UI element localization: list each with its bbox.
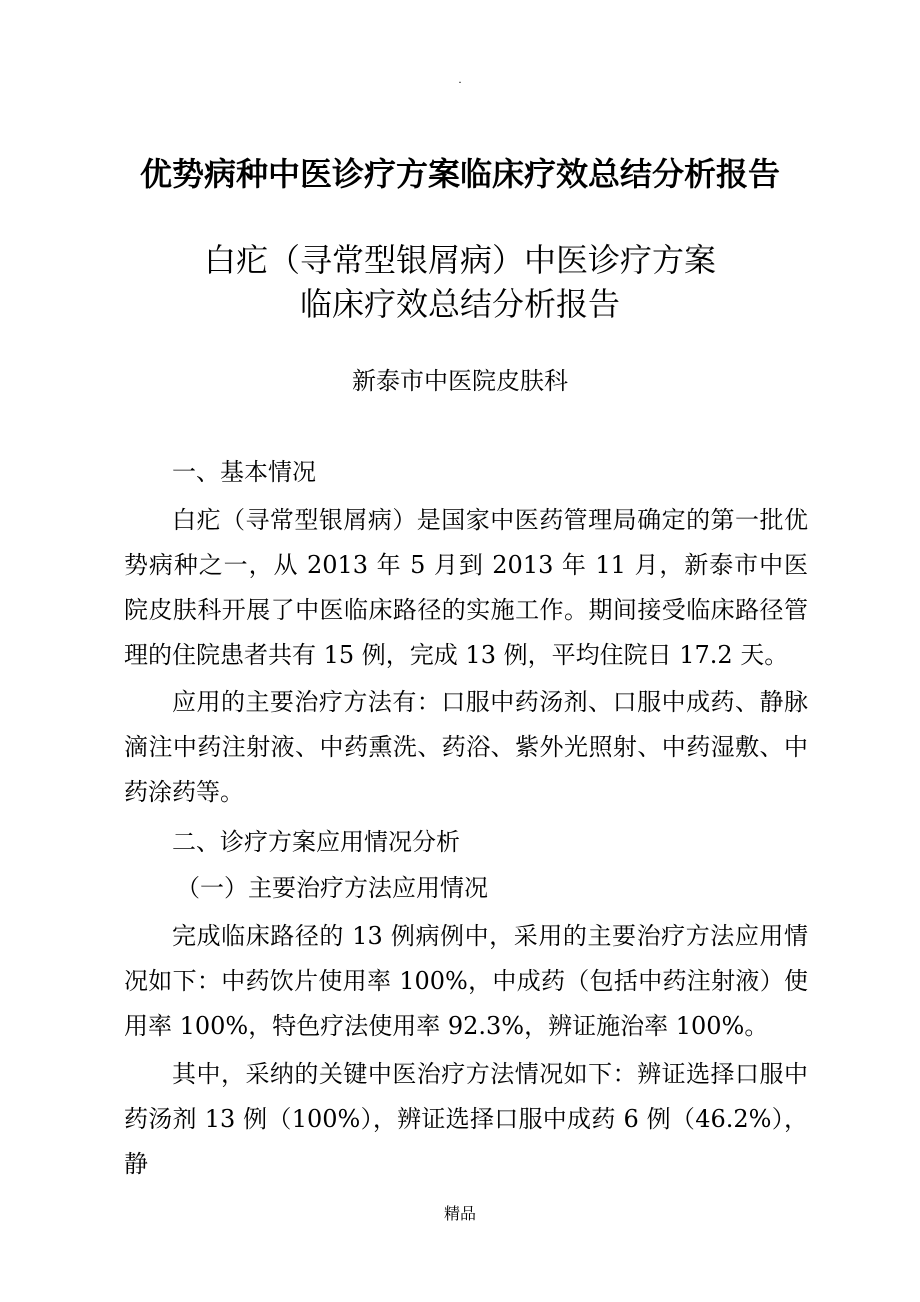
- footer-label: 精品: [443, 1204, 476, 1223]
- subsection-heading-main-methods: （一）主要治疗方法应用情况: [176, 874, 488, 902]
- report-subtitle-line-2: 临床疗效总结分析报告: [299, 285, 620, 323]
- report-subtitle-line-1: 白疕（寻常型银屑病）中医诊疗方案: [203, 241, 716, 279]
- section-heading-basic-info: 一、基本情况: [172, 458, 316, 486]
- header-dot: .: [458, 72, 462, 86]
- report-subtitle: [0, 238, 920, 326]
- paragraph-basic-info: 白疕（寻常型银屑病）是国家中医药管理局确定的第一批优势病种之一，从 2013 年 5 月到 2013 年 11 月，新泰市中医院皮肤科开展了中医临床路径的实施工作。期间接受临床路径管理的住院患者共有 15 例，完成 13 例，平均住院日 17.2 天。: [124, 506, 808, 669]
- paragraph-key-methods: 其中，采纳的关键中医治疗方法情况如下：辨证选择口服中药汤剂 13 例（100%），辨证选择口服中成药 6 例（46.2%），静: [124, 1060, 808, 1178]
- paragraph-treatment-methods: 应用的主要治疗方法有：口服中药汤剂、口服中成药、静脉滴注中药注射液、中药熏洗、药浴、紫外光照射、中药湿敷、中药涂药等。: [124, 688, 808, 806]
- document-title: 优势病种中医诊疗方案临床疗效总结分析报告: [139, 155, 780, 193]
- paragraph-usage-rates: 完成临床路径的 13 例病例中，采用的主要治疗方法应用情况如下：中药饮片使用率 100%，中成药（包括中药注射液）使用率 100%，特色疗法使用率 92.3%，辨证施治率 100%。: [124, 922, 808, 1040]
- section-heading-application-analysis: 二、诊疗方案应用情况分析: [172, 828, 460, 856]
- organization-name: 新泰市中医院皮肤科: [352, 367, 568, 395]
